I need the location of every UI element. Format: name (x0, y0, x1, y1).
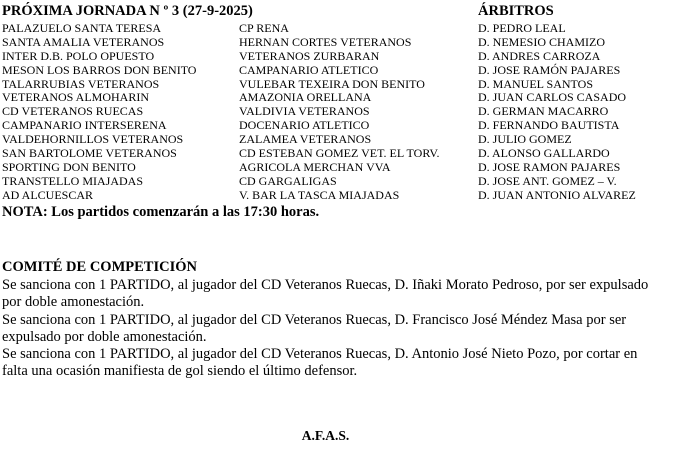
away-team: CAMPANARIO ATLETICO (239, 62, 379, 77)
home-team: PALAZUELO SANTA TERESA (2, 21, 162, 35)
away-team: DOCENARIO ATLETICO (239, 118, 370, 133)
referee: D. MANUEL SANTOS (478, 76, 594, 91)
away-team: VALDIVIA VETERANOS (239, 104, 370, 119)
home-team: MESON LOS BARROS DON BENITO (2, 62, 197, 77)
away-team: CD GARGALIGAS (239, 173, 337, 188)
home-team: INTER D.B. POLO OPUESTO (2, 48, 155, 63)
referee: D. ALONSO GALLARDO (478, 146, 610, 161)
away-teams-column (239, 22, 440, 203)
away-team: ZALAMEA VETERANOS (239, 132, 372, 147)
away-team: VETERANOS ZURBARAN (239, 48, 380, 63)
away-team: AGRICOLA MERCHAN VVA (239, 159, 391, 174)
comite-title: COMITÉ DE COMPETICIÓN (2, 259, 197, 275)
referee: D. PEDRO LEAL (478, 21, 566, 35)
home-team: SAN BARTOLOME VETERANOS (2, 146, 177, 161)
start-time-note: NOTA: Los partidos comenzarán a las 17:30 horas. (2, 204, 320, 220)
referees-column (478, 22, 636, 203)
home-team: SANTA AMALIA VETERANOS (2, 34, 165, 49)
referee: D. JOSE RAMÓN PAJARES (478, 62, 621, 77)
referee: D. JUAN CARLOS CASADO (478, 90, 627, 105)
referee: D. JOSE RAMON PAJARES (478, 159, 621, 174)
home-team: AD ALCUESCAR (2, 187, 94, 202)
home-team: TALARRUBIAS VETERANOS (2, 76, 160, 91)
away-team: HERNAN CORTES VETERANOS (239, 34, 412, 49)
referee: D. NEMESIO CHAMIZO (478, 34, 605, 49)
home-teams-column (2, 22, 196, 203)
sanction-paragraph: Se sanciona con 1 PARTIDO, al jugador del CD Veteranos Ruecas, D. Iñaki Morato Pedroso, por ser expulsado por doble amonestación. (2, 277, 649, 311)
referees-title: ÁRBITROS (478, 3, 554, 19)
home-team: VETERANOS ALMOHARIN (2, 90, 149, 105)
referee: D. JUAN ANTONIO ALVAREZ (478, 187, 636, 202)
sanction-paragraph: Se sanciona con 1 PARTIDO, al jugador del CD Veteranos Ruecas, D. Antonio José Nieto Pozo, por cortar en falta una ocasión manifiesta de gol siendo el último defensor. (2, 346, 638, 380)
home-team: VALDEHORNILLOS VETERANOS (2, 132, 184, 147)
jornada-title: PRÓXIMA JORNADA N º 3 (27-9-2025) (2, 3, 253, 19)
referee: D. FERNANDO BAUTISTA (478, 118, 620, 133)
away-team: CP RENA (239, 21, 289, 35)
away-team: VULEBAR TEXEIRA DON BENITO (239, 76, 425, 91)
home-team: CD VETERANOS RUECAS (2, 104, 144, 119)
away-team: CD ESTEBAN GOMEZ VET. EL TORV. (239, 146, 440, 161)
home-team: SPORTING DON BENITO (2, 159, 136, 174)
referee: D. JULIO GOMEZ (478, 132, 572, 147)
home-team: CAMPANARIO INTERSERENA (2, 118, 167, 133)
sanctions-list (2, 277, 662, 381)
sanction-paragraph: Se sanciona con 1 PARTIDO, al jugador del CD Veteranos Ruecas, D. Francisco José Méndez Masa por ser expulsado por doble amonestación. (2, 311, 627, 345)
referee: D. JOSE ANT. GOMEZ – V. (478, 173, 617, 188)
referee: D. GERMAN MACARRO (478, 104, 609, 119)
footer-signature: A.F.A.S. (301, 428, 350, 443)
away-team: V. BAR LA TASCA MIAJADAS (239, 187, 400, 202)
away-team: AMAZONIA ORELLANA (239, 90, 372, 105)
referee: D. ANDRES CARROZA (478, 48, 601, 63)
home-team: TRANSTELLO MIAJADAS (2, 173, 143, 188)
